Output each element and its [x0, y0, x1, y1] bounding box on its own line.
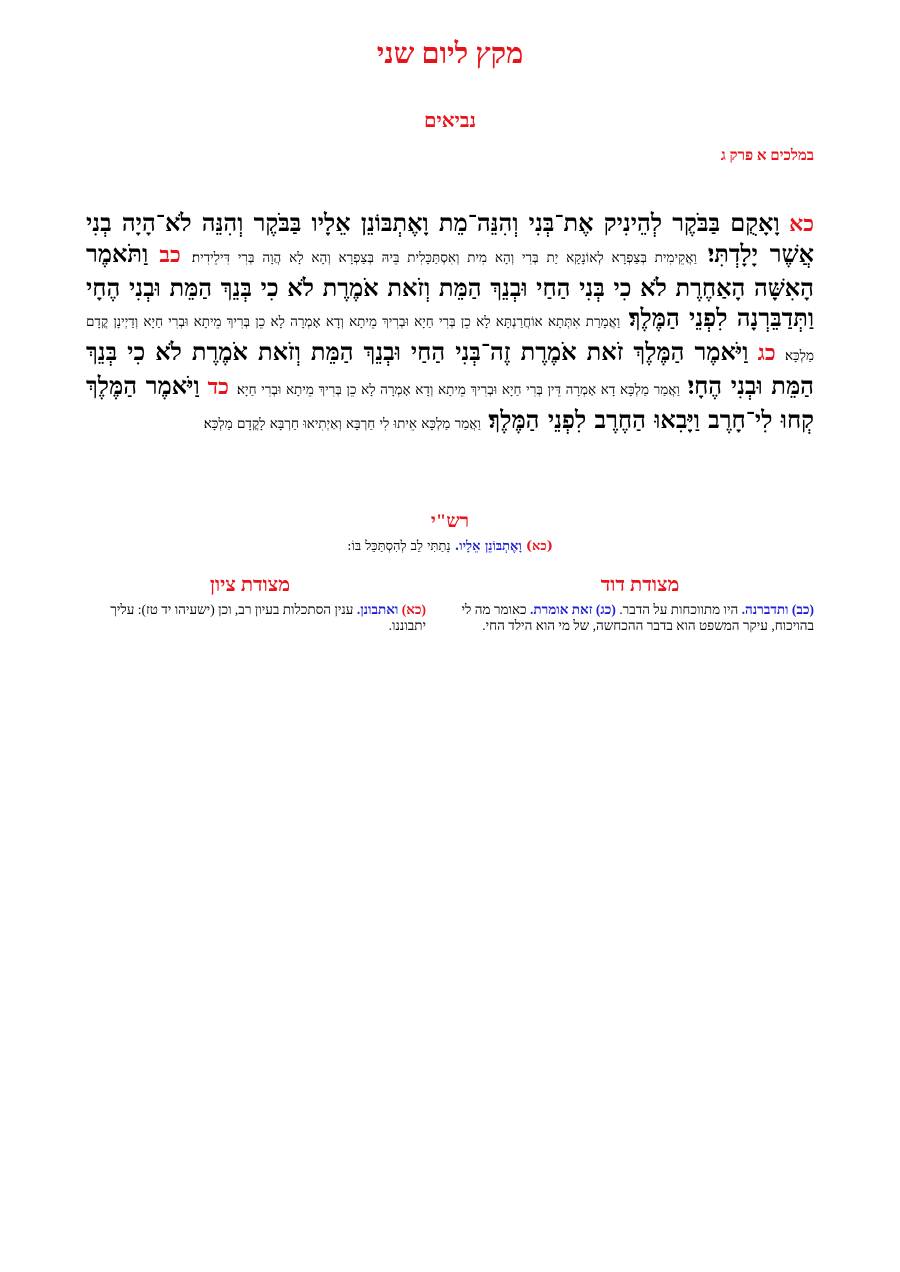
- rashi-title: רש"י: [430, 511, 470, 532]
- commentary-text: נָתַתִּי לֵב לְהִסְתַּכֵּל בּוֹ:: [347, 539, 451, 554]
- scripture-text: [86, 208, 814, 439]
- targum-text: וַאֲמָרַת אִתְּתָא אוֹחֲרַנְתָּא לָא כֵן בְּרִי חַיָא וּבְרִיךְ מֵיתָא וְדָא אָמְרָה לָא כֵן בְּרִיךְ מֵיתָא וּבְרִי חַיָא וְדַיְינָן קֳדָם מַלְכָּא׃: [86, 314, 814, 364]
- verse-number: כב: [159, 242, 181, 267]
- verse-number: כג: [757, 340, 776, 365]
- commentary-text: היו מתווכחות על הדבר.: [619, 602, 739, 617]
- commentary-lemma: זאת אומרת.: [530, 602, 593, 617]
- section-title: נביאים: [424, 110, 476, 132]
- chapter-reference: במלכים א פרק ג: [720, 148, 814, 164]
- page-title: מקץ ליום שני: [376, 38, 524, 70]
- commentary-text: ענין הסתכלות בעיון רב, וכן (ישעיהו יד טז): עליך יתבוננו.: [110, 602, 426, 633]
- commentary-lemma: וָאֶתְבּוֹנֵן אֵלָיו.: [454, 539, 522, 554]
- rashi-commentary: [86, 538, 814, 554]
- metzudat-tzion-commentary: [86, 602, 426, 634]
- commentary-lemma: ותדברנה.: [741, 602, 789, 617]
- commentary-text: כאומר מה לי בהויכוח, עיקר המשפט הוא בדבר ההכחשה, של מי הוא הילד החי.: [461, 602, 814, 633]
- targum-text: וַאֲמַר מַלְכָּא דָא אָמְרָה דֵּין בְּרִי חַיָא וּבְרִיךְ מֵיתָא וְדָא אָמְרָה לָא כֵן בְּרִיךְ מֵיתָא וּבְרִי חַיָא׃: [236, 382, 680, 398]
- commentary-verse-number: (כג): [595, 602, 616, 617]
- metzudat-david-title: מצודת דוד: [600, 574, 680, 596]
- verse-text: וָאָקֻם בַּבֹּקֶר לְהֵינִיק אֶת־בְּנִי וְהִנֵּה־מֵת וָאֶתְבּוֹנֵן אֵלָיו בַּבֹּקֶר וְהִנֵּה לֹא־הָיָה בְנִי אֲשֶׁר יָלָדְתִּי׃: [86, 208, 814, 268]
- verse-text: וַיֹּאמֶר הַמֶּלֶךְ קְחוּ לִי־חָרֶב וַיָּבִאוּ הַחֶרֶב לִפְנֵי הַמֶּלֶךְ׃: [86, 371, 814, 434]
- verse-text: וַיֹּאמֶר הַמֶּלֶךְ זֹאת אֹמֶרֶת זֶה־בְּנִי הַחַי וּבְנֵךְ הַמֵּת וְזֹאת אֹמֶרֶת לֹא כִי בְּנֵךְ הַמֵּת וּבְנִי הֶחָי׃: [86, 337, 814, 400]
- commentary-verse-number: (כא): [401, 602, 426, 617]
- metzudat-david-commentary: [455, 602, 814, 634]
- targum-text: וַאֲקֵימִית בְּצַפְרָא לְאוֹנָקָא יַת בְּרִי וְהָא מִית וְאִסְתַּכָּלִית בֵּיהּ בְּצַפְרָא וְהָא לָא הֲוָה בְּרִי דִּילֵידִית׃: [191, 250, 697, 266]
- commentary-verse-number: (כא): [525, 539, 553, 554]
- verse-number: כא: [789, 211, 814, 236]
- commentary-lemma: ואתבונן.: [356, 602, 399, 617]
- targum-text: וַאֲמַר מַלְכָּא אֵיתוּ לִי חַרְבָּא וְאַיְתִיאוּ חַרְבָּא לָקֳדָם מַלְכָּא׃: [203, 416, 481, 432]
- commentary-verse-number: (כב): [791, 602, 814, 617]
- verse-number: כד: [207, 374, 229, 399]
- verse-text: וַתֹּאמֶר הָאִשָּׁה הָאַחֶרֶת לֹא כִי בְּנִי הַחַי וּבְנֵךְ הַמֵּת וְזֹאת אֹמֶרֶת לֹא כִי בְּנֵךְ הַמֵּת וּבְנִי הֶחָי וַתְּדַבֵּרְנָה לִפְנֵי הַמֶּלֶךְ׃: [86, 239, 814, 332]
- metzudat-tzion-title: מצודת ציון: [209, 574, 291, 596]
